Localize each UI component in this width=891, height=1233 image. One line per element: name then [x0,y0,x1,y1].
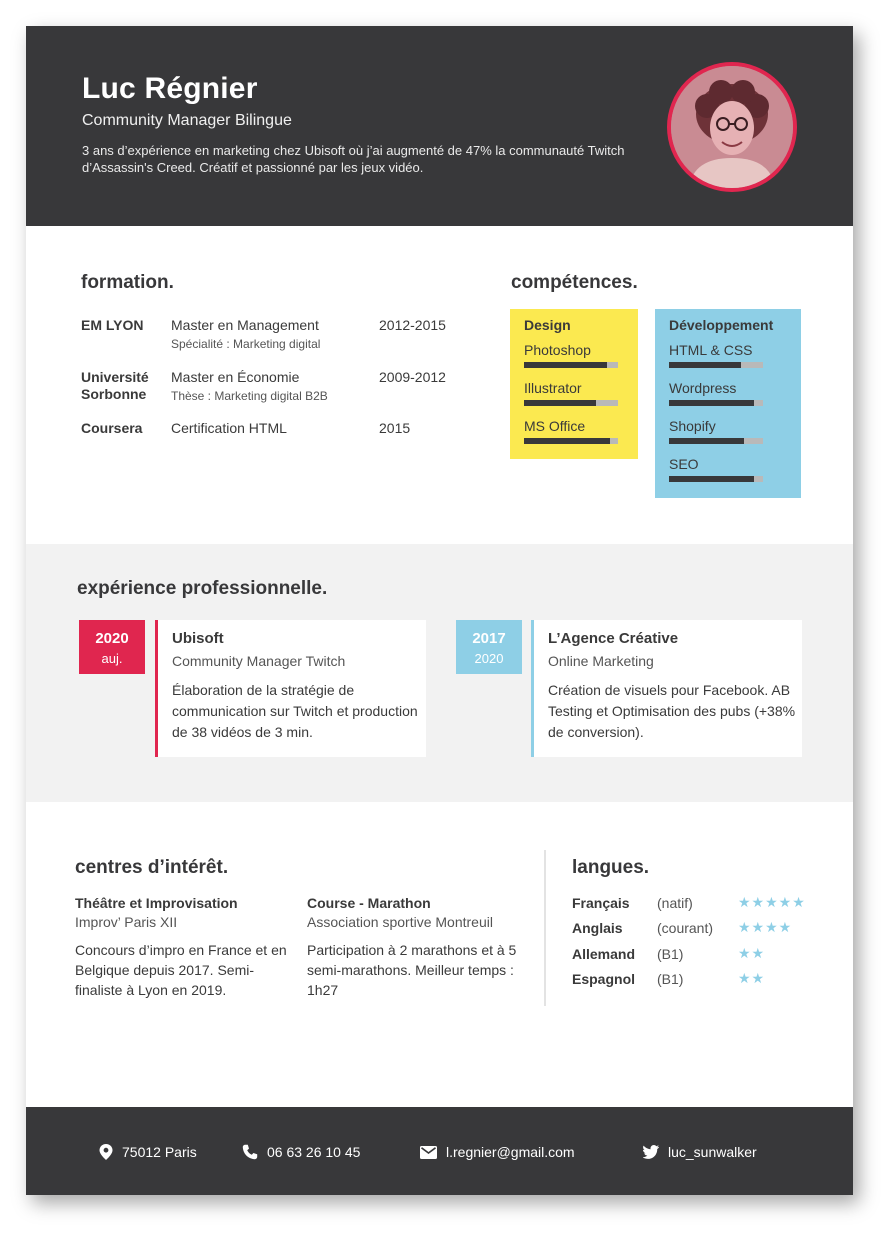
skill-level-bar [669,438,763,444]
location-text: 75012 Paris [122,1144,197,1160]
skill-label: HTML & CSS [669,342,753,358]
interests-title: centres d’intérêt. [75,857,229,878]
language-level: (natif) [657,895,693,911]
star-rating-icon: ★★★★★ [738,894,806,910]
skill-group-label: Design [524,317,571,333]
formation-degree: Master en Économie [171,369,300,385]
job-end-year: auj. [101,651,123,666]
language-name: Anglais [572,920,623,936]
language-row [572,946,832,966]
language-row [572,920,832,940]
candidate-name: Luc Régnier [82,72,258,105]
skill-group-development [655,309,801,498]
contact-email[interactable] [420,1142,575,1162]
language-name: Espagnol [572,971,636,987]
star-rating-icon: ★★ [738,945,766,961]
profile-photo [667,62,797,192]
formation-degree: Certification HTML [171,420,287,436]
skill-label: Photoshop [524,342,591,358]
competences-title: compétences. [511,272,638,293]
job-role: Community Manager Twitch [172,653,346,669]
location-pin-icon [99,1144,113,1160]
formation-school: Coursera [81,420,143,436]
twitter-icon [643,1145,659,1159]
job-description: Création de visuels pour Facebook. AB Testing et Optimisation des pubs (+38% de conversion). [548,682,796,740]
interest-description: Participation à 2 marathons et à 5 semi-marathons. Meilleur temps : 1h27 [307,942,517,998]
resume-header [26,26,853,226]
experience-section [26,544,853,802]
interest-organization: Association sportive Montreuil [307,914,493,930]
mail-icon [420,1146,437,1159]
interest-item [307,895,527,1000]
formation-years: 2015 [379,420,411,436]
formation-years: 2012-2015 [379,317,446,333]
job-end-year: 2020 [474,651,504,666]
skill-level-fill [524,438,610,444]
interest-title: Théâtre et Improvisation [75,895,238,911]
job-company: Ubisoft [172,630,224,647]
phone-text: 06 63 26 10 45 [267,1144,361,1160]
skill-level-bar [669,362,763,368]
formation-school: EM LYON [81,317,144,333]
job-date-badge [79,620,145,674]
skill-label: Shopify [669,418,716,434]
contact-phone [242,1142,360,1162]
job-description: Élaboration de la stratégie de communication sur Twitch et production de 38 vidéos de 3 min. [172,682,418,740]
experience-title: expérience professionnelle. [77,578,328,599]
skill-label: Illustrator [524,380,582,396]
skill-level-bar [669,476,763,482]
language-name: Français [572,895,630,911]
language-level: (courant) [657,920,714,936]
skill-level-fill [524,362,607,368]
formation-degree: Master en Management [171,317,319,333]
section-divider [544,850,546,1006]
job-start-year: 2020 [95,630,129,647]
skill-level-fill [669,362,741,368]
star-rating-icon: ★★★★ [738,919,793,935]
candidate-bio: 3 ans d’expérience en marketing chez Ubisoft où j’ai augmenté de 47% la communauté Twitch d’Assassin's Creed. Créatif et passionné par les jeux vidéo. [82,143,625,175]
languages-title: langues. [572,857,650,878]
star-rating-icon: ★★ [738,970,766,986]
skill-level-fill [669,438,744,444]
job-start-year: 2017 [472,630,506,647]
skill-level-bar [524,438,618,444]
skill-level-fill [669,476,754,482]
job-card [155,620,426,757]
skill-label: MS Office [524,418,586,434]
job-card [531,620,802,757]
contact-twitter[interactable] [643,1142,757,1162]
language-name: Allemand [572,946,636,962]
contact-location [99,1142,197,1162]
skill-label: Wordpress [669,380,737,396]
phone-icon [242,1144,258,1160]
job-company: L’Agence Créative [548,630,679,647]
formation-detail: Thèse : Marketing digital B2B [171,389,328,403]
formation-school: Université Sorbonne [81,369,149,402]
resume-page [26,26,853,1195]
skill-level-bar [524,400,618,406]
formation-detail: Spécialité : Marketing digital [171,337,321,351]
candidate-role: Community Manager Bilingue [82,112,292,129]
skill-level-fill [524,400,596,406]
job-role: Online Marketing [548,653,654,669]
skill-level-bar [524,362,618,368]
portrait-illustration [671,66,793,188]
interest-item [75,895,295,1000]
interest-title: Course - Marathon [307,895,431,911]
language-level: (B1) [657,946,684,962]
language-row [572,895,832,915]
interest-description: Concours d’impro en France et en Belgique depuis 2017. Semi-finaliste à Lyon en 2019. [75,942,287,998]
skill-level-fill [669,400,754,406]
interest-organization: Improv’ Paris XII [75,914,178,930]
skill-group-design [510,309,638,459]
skill-level-bar [669,400,763,406]
skill-label: SEO [669,456,699,472]
language-level: (B1) [657,971,684,987]
twitter-handle[interactable]: luc_sunwalker [668,1144,757,1160]
job-date-badge [456,620,522,674]
language-row [572,971,832,991]
formation-years: 2009-2012 [379,369,446,385]
contact-footer [26,1107,853,1195]
email-link[interactable]: l.regnier@gmail.com [446,1144,575,1160]
skill-group-label: Développement [669,317,774,333]
formation-title: formation. [81,272,174,293]
